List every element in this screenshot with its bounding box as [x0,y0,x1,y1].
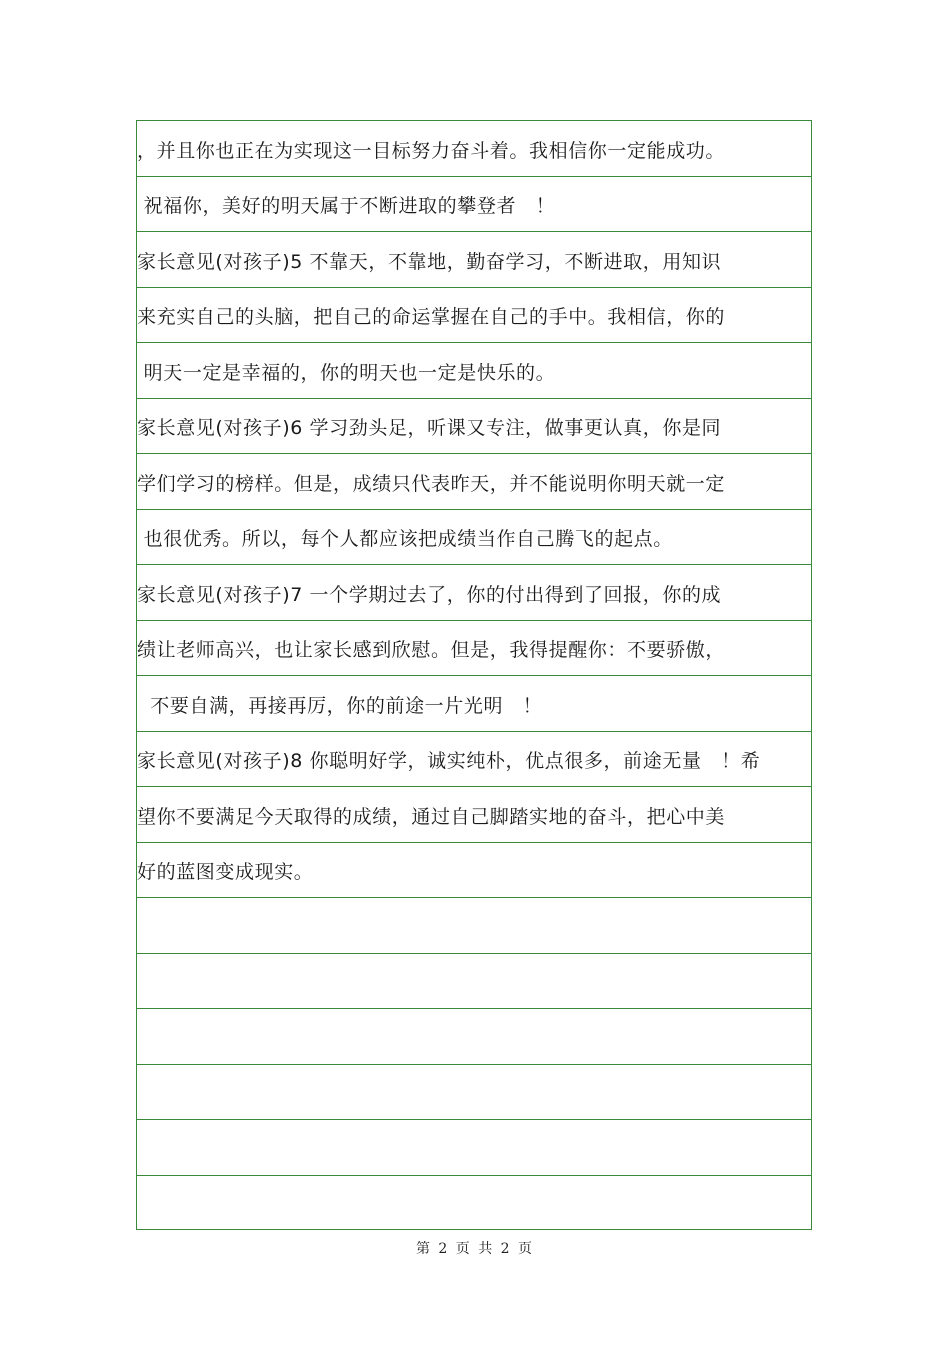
text-row [137,232,811,288]
text-row [137,843,811,899]
text-line: 绩让老师高兴，也让家长感到欣慰。但是，我得提醒你：不要骄傲， [137,639,726,661]
text-row [137,1120,811,1176]
text-row [137,1065,811,1121]
text-row [137,510,811,566]
text-line: 也很优秀。所以，每个人都应该把成绩当作自己腾飞的起点。 [137,528,673,550]
text-row [137,177,811,233]
text-line: 不要自满，再接再厉，你的前途一片光明 ！ [137,694,543,717]
text-line: 望你不要满足今天取得的成绩，通过自己脚踏实地的奋斗，把心中美 [137,805,726,828]
page-number-footer: 第 2 页 共 2 页 [415,1241,535,1257]
text-row [137,1176,811,1232]
lined-writing-box [136,120,812,1230]
text-row [137,1009,811,1065]
text-row [137,732,811,788]
text-line: 明天一定是幸福的，你的明天也一定是快乐的。 [137,361,556,384]
text-line: 家长意见(对孩子)5 不靠天，不靠地，勤奋学习，不断进取，用知识 [137,250,722,273]
text-row [137,565,811,621]
text-row [137,121,811,177]
text-row [137,898,811,954]
text-row [137,399,811,455]
text-line: 家长意见(对孩子)8 你聪明好学，诚实纯朴，优点很多，前途无量 ！希 [137,750,761,772]
text-row [137,288,811,344]
text-line: 好的蓝图变成现实。 [137,861,314,883]
text-row [137,454,811,510]
text-line: ，并且你也正在为实现这一目标努力奋斗着。我相信你一定能成功。 [137,139,726,162]
text-row [137,787,811,843]
text-line: 学们学习的榜样。但是，成绩只代表昨天，并不能说明你明天就一定 [137,472,726,495]
text-line: 祝福你，美好的明天属于不断进取的攀登者 ！ [137,195,556,217]
text-row [137,621,811,677]
text-row [137,343,811,399]
text-row [137,954,811,1010]
text-row [137,676,811,732]
text-line: 家长意见(对孩子)7 一个学期过去了，你的付出得到了回报，你的成 [137,583,722,606]
text-line: 来充实自己的头脑，把自己的命运掌握在自己的手中。我相信，你的 [137,306,726,328]
text-line: 家长意见(对孩子)6 学习劲头足，听课又专注，做事更认真，你是同 [137,417,722,439]
